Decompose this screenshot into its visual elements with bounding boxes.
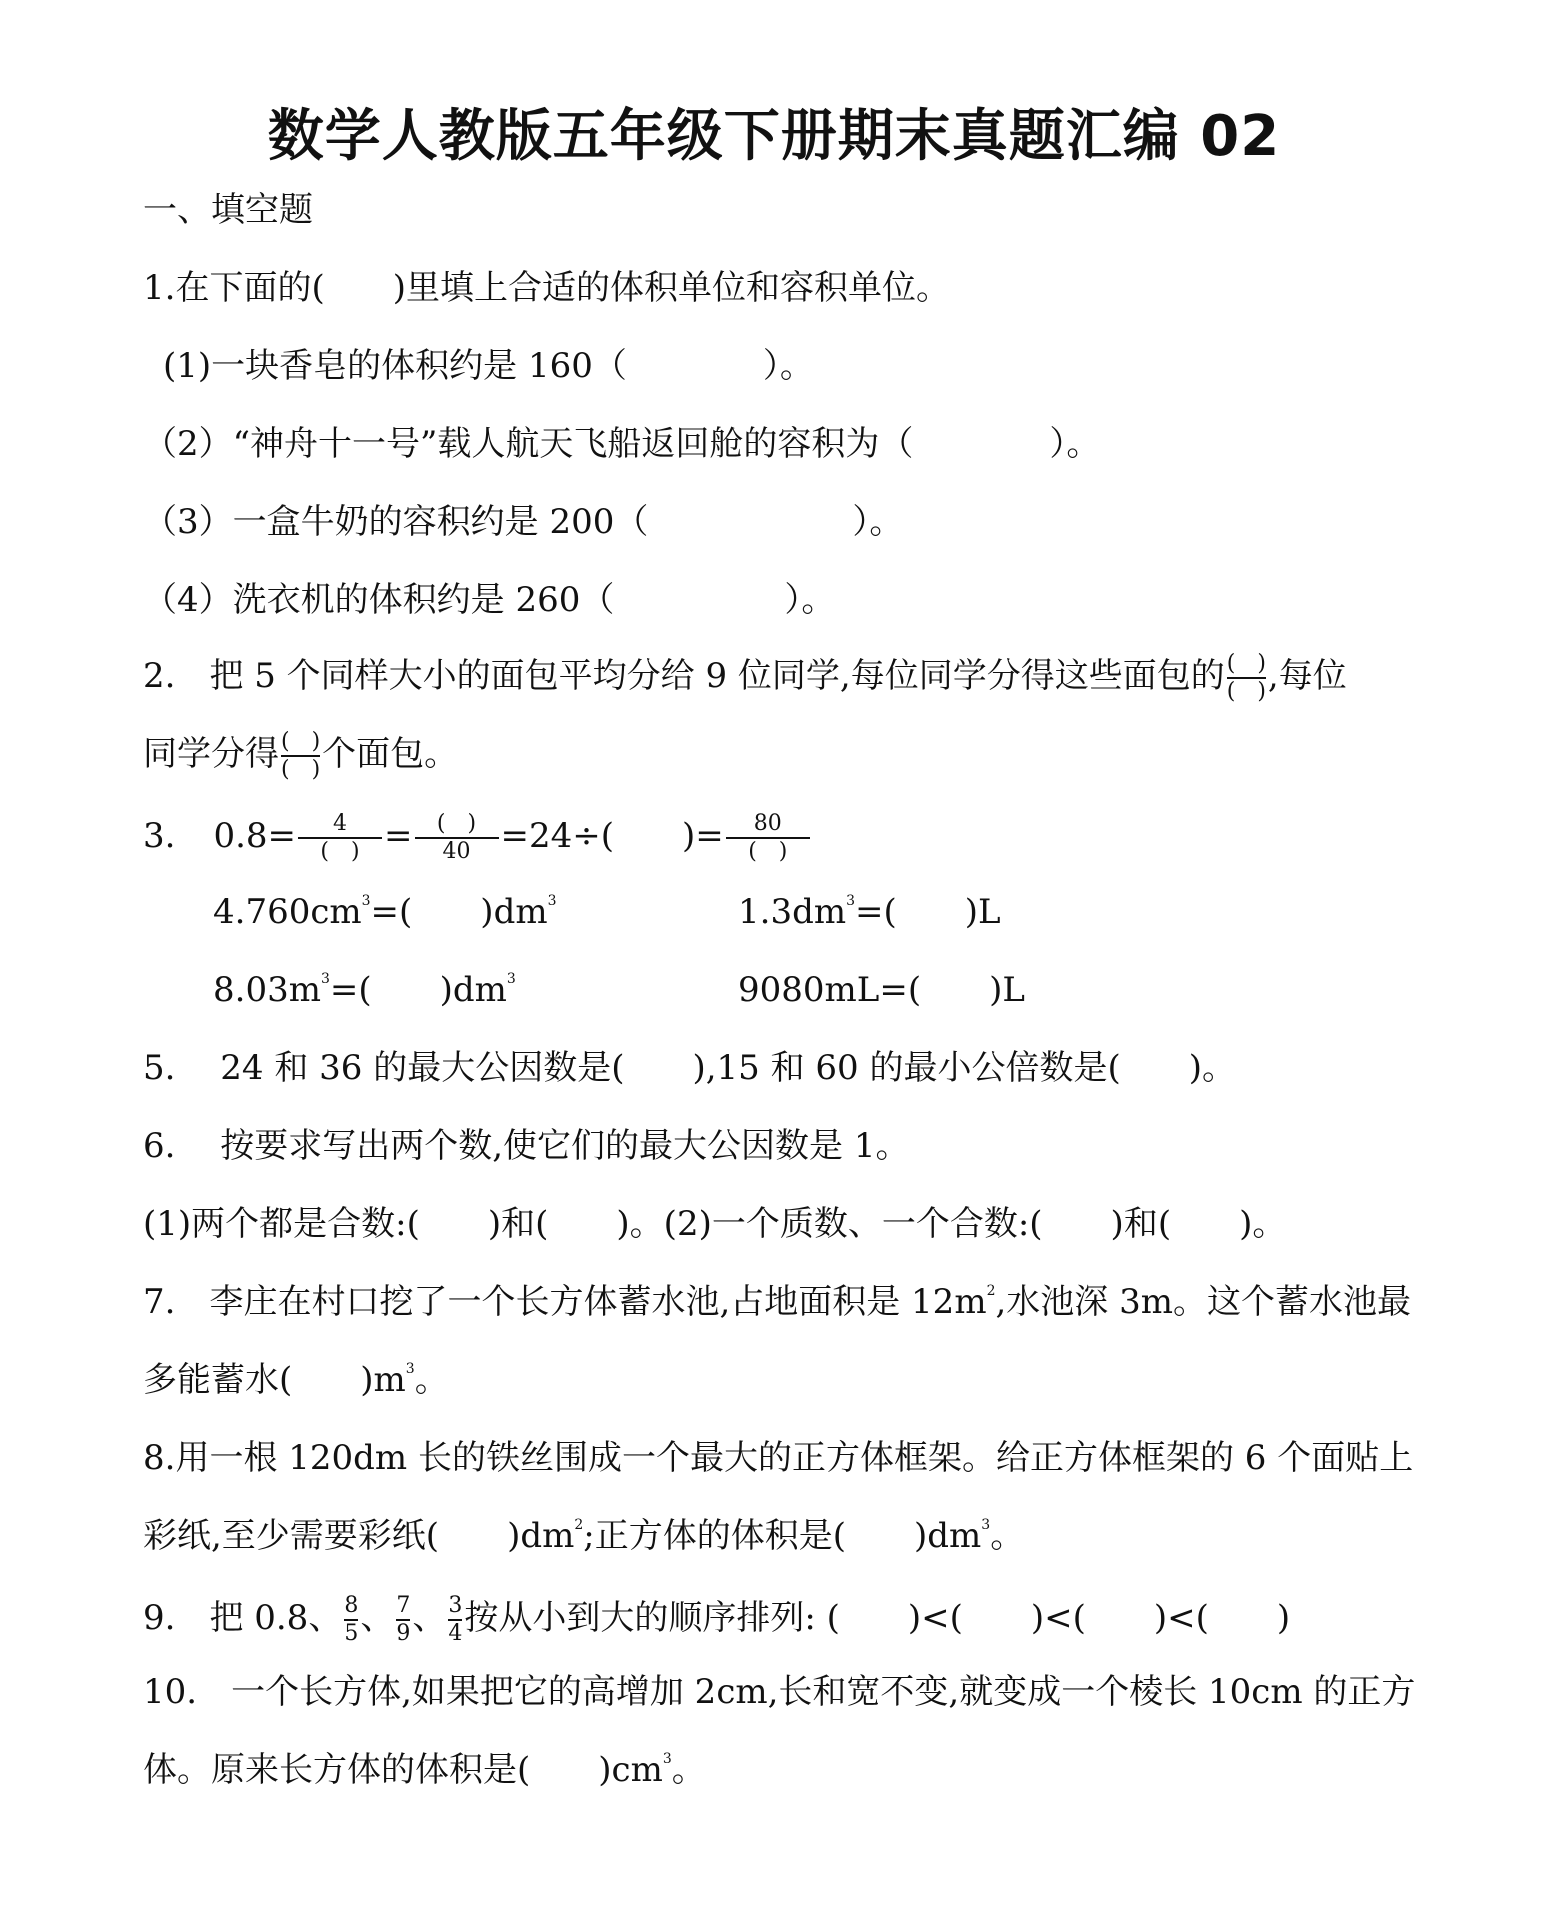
question-text: 体。原来长方体的体积是( )cm [143,1750,663,1790]
fraction-3 [726,812,810,864]
question-1-stem: 1.在下面的( )里填上合适的体积单位和容积单位。 [143,268,950,308]
fraction-numerator: 4 [333,811,348,836]
unit-text: 1.3dm [738,892,847,932]
question-2-line-1 [143,652,1347,704]
question-1-sub-1: (1)一块香皂的体积约是 160（ ）。 [163,346,814,386]
superscript: 2 [986,1283,996,1299]
question-text: 多能蓄水( )m [143,1360,406,1400]
fraction-3-4 [448,1594,462,1646]
unit-text: =( )dm [370,892,548,932]
fraction-numerator: ( ) [281,729,321,754]
question-3-text-1: 0.8= [213,816,297,856]
superscript: 3 [405,1361,415,1377]
fraction-1 [298,812,382,864]
fraction-numerator: 3 [448,1593,463,1618]
page-title: 数学人教版五年级下册期末真题汇编 02 [267,104,1281,169]
superscript: 3 [320,971,330,987]
unit-text: =( )dm [329,970,507,1010]
fraction-numerator: 8 [344,1593,359,1618]
question-text: 按从小到大的顺序排列: ( )<( )<( )<( ) [464,1598,1291,1638]
question-text: 9. 把 0.8、 [143,1598,343,1638]
question-text: ;正方体的体积是( )dm [583,1516,982,1556]
unit-text: =( )L [855,892,1001,932]
separator: 、 [412,1598,447,1638]
question-2-text-b: ,每位 [1267,656,1347,696]
question-1-sub-4: （4）洗衣机的体积约是 260（ ）。 [143,580,836,620]
question-4-item-a [213,892,557,932]
question-7-line-1 [143,1282,1411,1322]
fraction-denominator: 9 [396,1621,411,1646]
fraction-numerator: 7 [396,1593,411,1618]
question-text: 。 [990,1516,1025,1556]
fraction-denominator: ( ) [748,839,788,864]
question-text: 。 [671,1750,706,1790]
unit-text: 4.760cm [213,892,362,932]
question-3-text-2: = [384,816,413,856]
question-5: 5. 24 和 36 的最大公因数是( ),15 和 60 的最小公倍数是( )。 [143,1048,1237,1088]
question-text: 彩纸,至少需要彩纸( )dm [143,1516,575,1556]
unit-text: 8.03m [213,970,321,1010]
superscript: 3 [846,893,855,909]
question-7-line-2 [143,1360,449,1400]
question-8-line-2 [143,1516,1024,1556]
fraction-denominator: ( ) [281,757,321,782]
fraction-numerator: 80 [753,811,782,836]
fraction-2 [415,812,499,864]
superscript: 3 [981,1517,991,1533]
question-10-line-1: 10. 一个长方体,如果把它的高增加 2cm,长和宽不变,就变成一个棱长 10cm 的正方 [143,1672,1416,1712]
section-heading: 一、填空题 [143,190,313,230]
question-9 [143,1594,1290,1646]
question-10-line-2 [143,1750,706,1790]
fraction-numerator: ( ) [1226,651,1266,676]
question-4-item-c [213,970,516,1010]
question-2-text-d: 个面包。 [322,734,459,774]
superscript: 3 [506,971,516,987]
fraction-denominator: 40 [442,839,471,864]
question-4-item-b [738,892,1001,932]
fraction-denominator: 4 [448,1621,463,1646]
fraction-denominator: ( ) [320,839,360,864]
superscript: 3 [662,1751,672,1767]
question-4-item-d: 9080mL=( )L [738,970,1025,1010]
question-8-line-1: 8.用一根 120dm 长的铁丝围成一个最大的正方体框架。给正方体框架的 6 个面贴上 [143,1438,1414,1478]
superscript: 3 [547,893,557,909]
question-6-stem: 6. 按要求写出两个数,使它们的最大公因数是 1。 [143,1126,910,1166]
question-3-text-3: =24÷( )= [500,816,724,856]
superscript: 3 [361,893,371,909]
question-1-sub-3: （3）一盒牛奶的容积约是 200（ ）。 [143,502,904,542]
question-1-sub-2: （2）“神舟十一号”载人航天飞船返回舱的容积为（ ）。 [143,424,1101,464]
question-text: 。 [414,1360,449,1400]
fraction-numerator: ( ) [436,811,477,836]
superscript: 2 [574,1517,584,1533]
blank-fraction [1227,652,1266,704]
question-3 [143,812,812,864]
question-3-label: 3. [143,816,176,856]
fraction-denominator: 5 [344,1621,359,1646]
fraction-7-9 [396,1594,410,1646]
question-text: ,水池深 3m。这个蓄水池最 [995,1282,1411,1322]
fraction-denominator: ( ) [1226,679,1266,704]
question-2-text-a: 2. 把 5 个同样大小的面包平均分给 9 位同学,每位同学分得这些面包的 [143,656,1225,696]
blank-fraction [281,730,320,782]
question-2-text-c: 同学分得 [143,734,279,774]
question-text: 7. 李庄在村口挖了一个长方体蓄水池,占地面积是 12m [143,1282,987,1322]
question-6-sub: (1)两个都是合数:( )和( )。(2)一个质数、一个合数:( )和( )。 [143,1204,1287,1244]
separator: 、 [360,1598,395,1638]
question-2-line-2 [143,730,458,782]
fraction-8-5 [344,1594,358,1646]
